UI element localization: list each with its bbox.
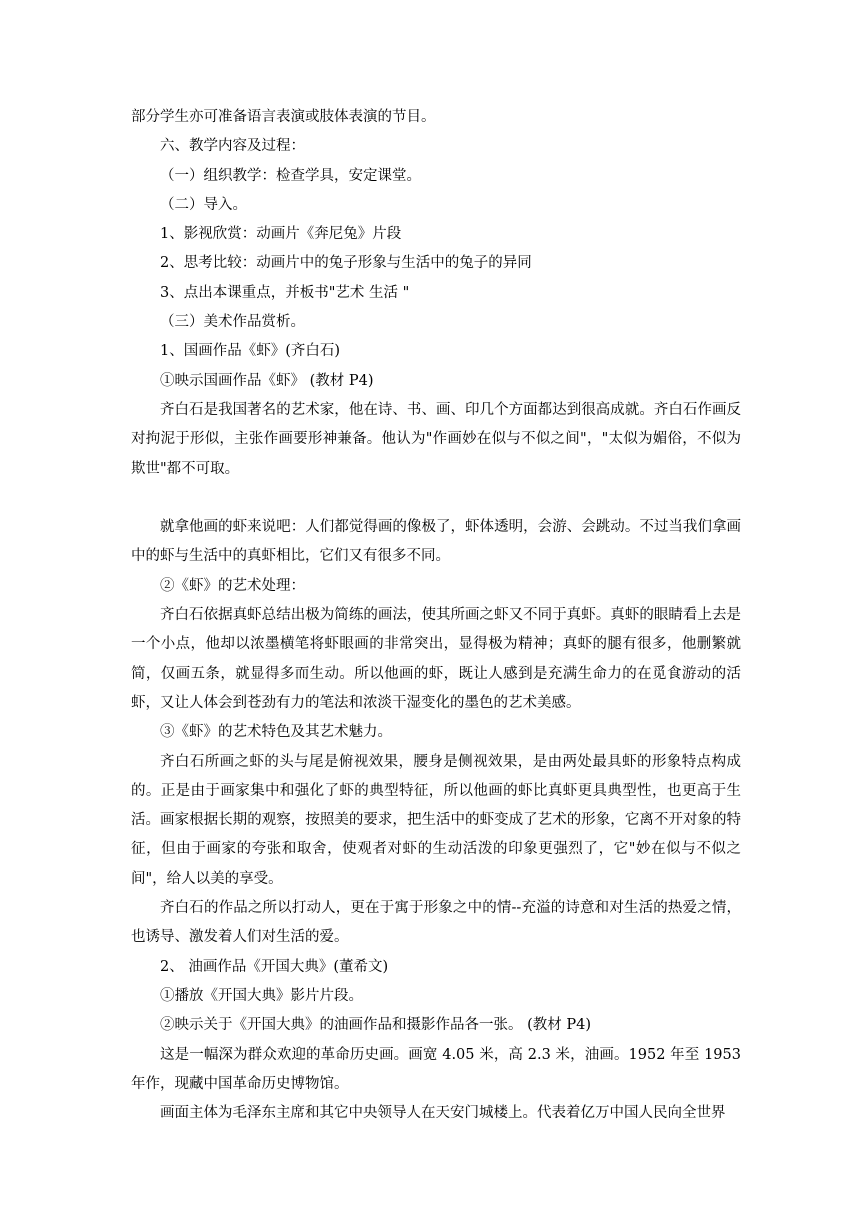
paragraph: 齐白石是我国著名的艺术家，他在诗、书、画、印几个方面都达到很高成就。齐白石作画反对拘泥于形似，主张作画要形神兼备。他认为"作画妙在似与不似之间"，"太似为媚俗，不似为欺世"都不可取。: [131, 401, 741, 477]
list-item: 3、点出本课重点，并板书"艺术 生活 ": [160, 284, 410, 301]
paragraph: 就拿他画的虾来说吧：人们都觉得画的像极了，虾体透明，会游、会跳动。不过当我们拿画中的虾与生活中的真虾相比，它们又有很多不同。: [131, 519, 741, 565]
paragraph: 这是一幅深为群众欢迎的革命历史画。画宽 4.05 米，高 2.3 米，油画。1952 年至 1953 年作，现藏中国革命历史博物馆。: [131, 1046, 741, 1092]
list-item: ①播放《开国大典》影片片段。: [160, 987, 363, 1004]
paragraph: 部分学生亦可准备语言表演或肢体表演的节目。: [131, 109, 436, 125]
section-heading: 六、教学内容及过程：: [160, 138, 305, 155]
document-body: [131, 103, 741, 1128]
subsection-heading: （三）美术作品赏析。: [160, 314, 305, 331]
paragraph: 画面主体为毛泽东主席和其它中央领导人在天安门城楼上。代表着亿万中国人民向全世界: [160, 1105, 726, 1122]
subsection-heading: （二）导入。: [160, 196, 247, 213]
list-item: ①映示国画作品《虾》 (教材 P4): [160, 372, 374, 389]
paragraph: 齐白石的作品之所以打动人，更在于寓于形象之中的情--充溢的诗意和对生活的热爱之情，也诱导、激发着人们对生活的爱。: [131, 900, 741, 946]
list-item: ③《虾》的艺术特色及其艺术魅力。: [160, 724, 392, 741]
paragraph: 齐白石所画之虾的头与尾是俯视效果，腰身是侧视效果，是由两处最具虾的形象特点构成的。正是由于画家集中和强化了虾的典型特征，所以他画的虾比真虾更具典型性，也更高于生活。画家根据长期的观察，按照美的要求，把生活中的虾变成了艺术的形象，它离不开对象的特征，但由于画家的夸张和取舍，使观者对虾的生动活泼的印象更强烈了，它"妙在似与不似之间"，给人以美的享受。: [131, 753, 741, 887]
list-item: ②《虾》的艺术处理：: [160, 577, 305, 594]
list-item: 2、思考比较：动画片中的兔子形象与生活中的兔子的异同: [160, 255, 532, 272]
list-item: 2、 油画作品《开国大典》(董希文): [160, 958, 389, 975]
paragraph: 齐白石依据真虾总结出极为简练的画法，使其所画之虾又不同于真虾。真虾的眼睛看上去是一个小点，他却以浓墨横笔将虾眼画的非常突出，显得极为精神；真虾的腿有很多，他删繁就简，仅画五条，就显得多而生动。所以他画的虾，既让人感到是充满生命力的在觅食游动的活虾，又让人体会到苍劲有力的笔法和浓淡干湿变化的墨色的艺术美感。: [131, 607, 741, 711]
subsection-heading: （一）组织教学：检查学具，安定课堂。: [160, 167, 421, 184]
list-item: 1、国画作品《虾》(齐白石): [160, 343, 341, 360]
blank-line: [131, 484, 741, 513]
list-item: ②映示关于《开国大典》的油画作品和摄影作品各一张。 (教材 P4): [160, 1017, 592, 1034]
list-item: 1、影视欣赏：动画片《奔尼兔》片段: [160, 226, 402, 243]
